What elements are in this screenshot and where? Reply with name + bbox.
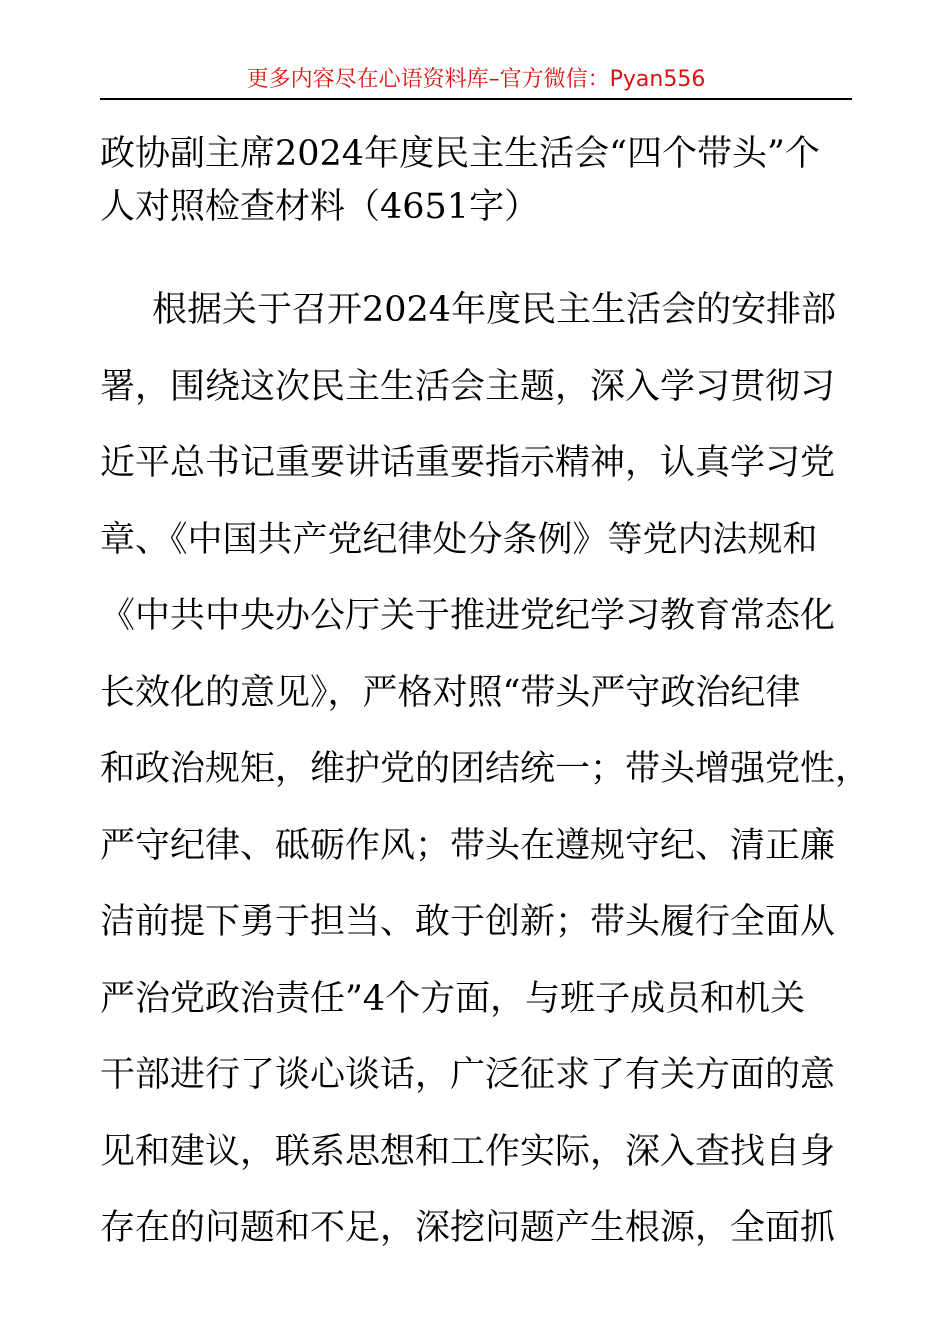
body-line: 严治党政治责任”4个方面，与班子成员和机关 [100, 978, 806, 1019]
document-body [100, 272, 870, 1267]
body-line: 近平总书记重要讲话重要指示精神，认真学习党 [100, 443, 836, 483]
body-line: 《中共中央办公厅关于推进党纪学习教育常态化 [100, 596, 836, 636]
body-line: 署，围绕这次民主生活会主题，深入学习贯彻习 [100, 366, 836, 407]
body-line: 根据关于召开2024年度民主生活会的安排部 [152, 290, 837, 330]
body-line: 存在的问题和不足，深挖问题产生根源，全面抓 [100, 1208, 836, 1248]
body-line: 见和建议，联系思想和工作实际，深入查找自身 [100, 1131, 836, 1172]
title-line: 人对照检查材料（4651字） [100, 187, 540, 227]
body-line: 干部进行了谈心谈话，广泛征求了有关方面的意 [100, 1055, 836, 1095]
body-line: 长效化的意见》，严格对照“带头严守政治纪律 [100, 672, 801, 713]
body-line: 严守纪律、砥砺作风；带头在遵规守纪、清正廉 [100, 825, 836, 866]
watermark-header: 更多内容尽在心语资料库–官方微信：Pyan556 [246, 67, 706, 92]
title-line: 政协副主席2024年度民主生活会“四个带头”个 [100, 134, 820, 174]
body-line: 洁前提下勇于担当、敢于创新；带头履行全面从 [100, 902, 836, 942]
body-line: 章、《中国共产党纪律处分条例》等党内法规和 [100, 519, 818, 560]
header-divider [100, 98, 852, 100]
document-title [100, 128, 860, 234]
body-line: 和政治规矩，维护党的团结统一；带头增强党性， [100, 749, 871, 789]
